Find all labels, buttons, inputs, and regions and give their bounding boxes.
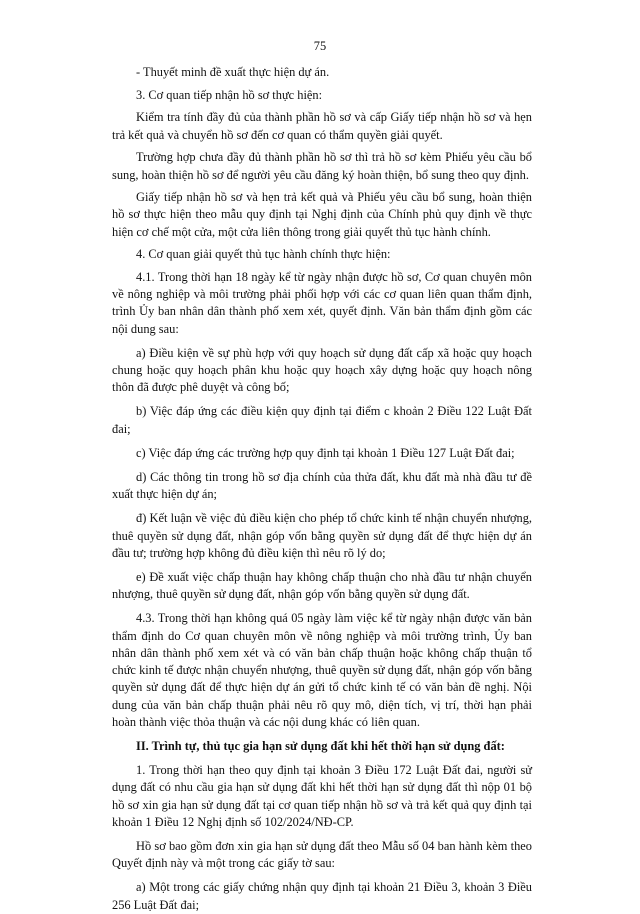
paragraph: 1. Trong thời hạn theo quy định tại khoản 3 Điều 172 Luật Đất đai, người sử dụng đất có nhu cầu gia hạn sử dụng đất khi hết thời hạn sử dụng đất thì nộp 01 bộ hồ sơ xin gia hạn sử dụng đất tại cơ quan tiếp nhận hồ sơ và trả kết quả quy định tại khoản 1 Điều 12 Nghị định số 102/2024/NĐ-CP.: [112, 763, 532, 829]
paragraph: a) Điều kiện về sự phù hợp với quy hoạch sử dụng đất cấp xã hoặc quy hoạch chung hoặc quy hoạch phân khu hoặc quy hoạch xây dựng hoặc quy hoạch nông thôn đã được phê duyệt và công bố;: [112, 345, 532, 395]
paragraph: b) Việc đáp ứng các điều kiện quy định tại điểm c khoản 2 Điều 122 Luật Đất đai;: [112, 404, 532, 436]
paragraph: 4.3. Trong thời hạn không quá 05 ngày làm việc kể từ ngày nhận được văn bản thẩm định do Cơ quan chuyên môn về nông nghiệp và môi trường trình, Ủy ban nhân dân thành phố xem xét và có văn bản chấp thuận hoặc không chấp thuận tổ chức kinh tế được nhận chuyển nhượng, thuê quyền sử dụng đất, nhận góp vốn bằng quyền sử dụng đất để thực hiện dự án gửi tổ chức kinh tế có văn bản đề nghị. Nội dung của văn bản chấp thuận phải nêu rõ quy mô, diện tích, vị trí, thời hạn phải hoàn thành việc thỏa thuận và các nội dung khác có liên quan.: [112, 611, 532, 729]
page-number: 75: [313, 39, 327, 53]
paragraph: Hồ sơ bao gồm đơn xin gia hạn sử dụng đất theo Mẫu số 04 ban hành kèm theo Quyết định này và một trong các giấy tờ sau:: [112, 838, 532, 871]
paragraph: 4. Cơ quan giải quyết thủ tục hành chính thực hiện:: [136, 247, 391, 262]
paragraph: Trường hợp chưa đầy đủ thành phần hồ sơ thì trả hồ sơ kèm Phiếu yêu cầu bổ sung, hoàn thiện hồ sơ để người yêu cầu đăng ký hoàn thiện, bổ sung theo quy định.: [112, 150, 532, 182]
paragraph: a) Một trong các giấy chứng nhận quy định tại khoản 21 Điều 3, khoản 3 Điều 256 Luật Đất đai;: [112, 880, 532, 912]
paragraph: 4.1. Trong thời hạn 18 ngày kể từ ngày nhận được hồ sơ, Cơ quan chuyên môn về nông nghiệp và môi trường phải phối hợp với các cơ quan liên quan thẩm định, trình Ủy ban nhân dân thành phố xem xét, quyết định. Văn bản thẩm định gồm các nội dung sau:: [112, 270, 532, 336]
paragraph: 3. Cơ quan tiếp nhận hồ sơ thực hiện:: [136, 87, 323, 102]
paragraph: Giấy tiếp nhận hồ sơ và hẹn trả kết quả và Phiếu yêu cầu bổ sung, hoàn thiện hồ sơ thực hiện theo mẫu quy định tại Nghị định của Chính phủ quy định về thực hiện cơ chế một cửa, một cửa liên thông trong giải quyết thủ tục hành chính.: [112, 190, 532, 239]
section-heading: II. Trình tự, thủ tục gia hạn sử dụng đất khi hết thời hạn sử dụng đất:: [136, 738, 505, 753]
paragraph: đ) Kết luận về việc đủ điều kiện cho phép tổ chức kinh tế nhận chuyển nhượng, thuê quyền sử dụng đất, nhận góp vốn bằng quyền sử dụng đất để thực hiện dự án đầu tư; trường hợp không đủ điều kiện thì nêu rõ lý do;: [112, 511, 532, 560]
paragraph: d) Các thông tin trong hồ sơ địa chính của thửa đất, khu đất mà nhà đầu tư đề xuất thực hiện dự án;: [112, 470, 532, 502]
paragraph: e) Đề xuất việc chấp thuận hay không chấp thuận cho nhà đầu tư nhận chuyển nhượng, thuê quyền sử dụng đất, nhận góp vốn bằng quyền sử dụng đất.: [112, 570, 532, 602]
paragraph: - Thuyết minh đề xuất thực hiện dự án.: [136, 65, 330, 79]
paragraph: Kiểm tra tính đầy đủ của thành phần hồ sơ và cấp Giấy tiếp nhận hồ sơ và hẹn trả kết quả và chuyển hồ sơ đến cơ quan có thẩm quyền giải quyết.: [112, 110, 532, 142]
page-body: [112, 64, 532, 914]
paragraph: c) Việc đáp ứng các trường hợp quy định tại khoản 1 Điều 127 Luật Đất đai;: [136, 445, 515, 460]
